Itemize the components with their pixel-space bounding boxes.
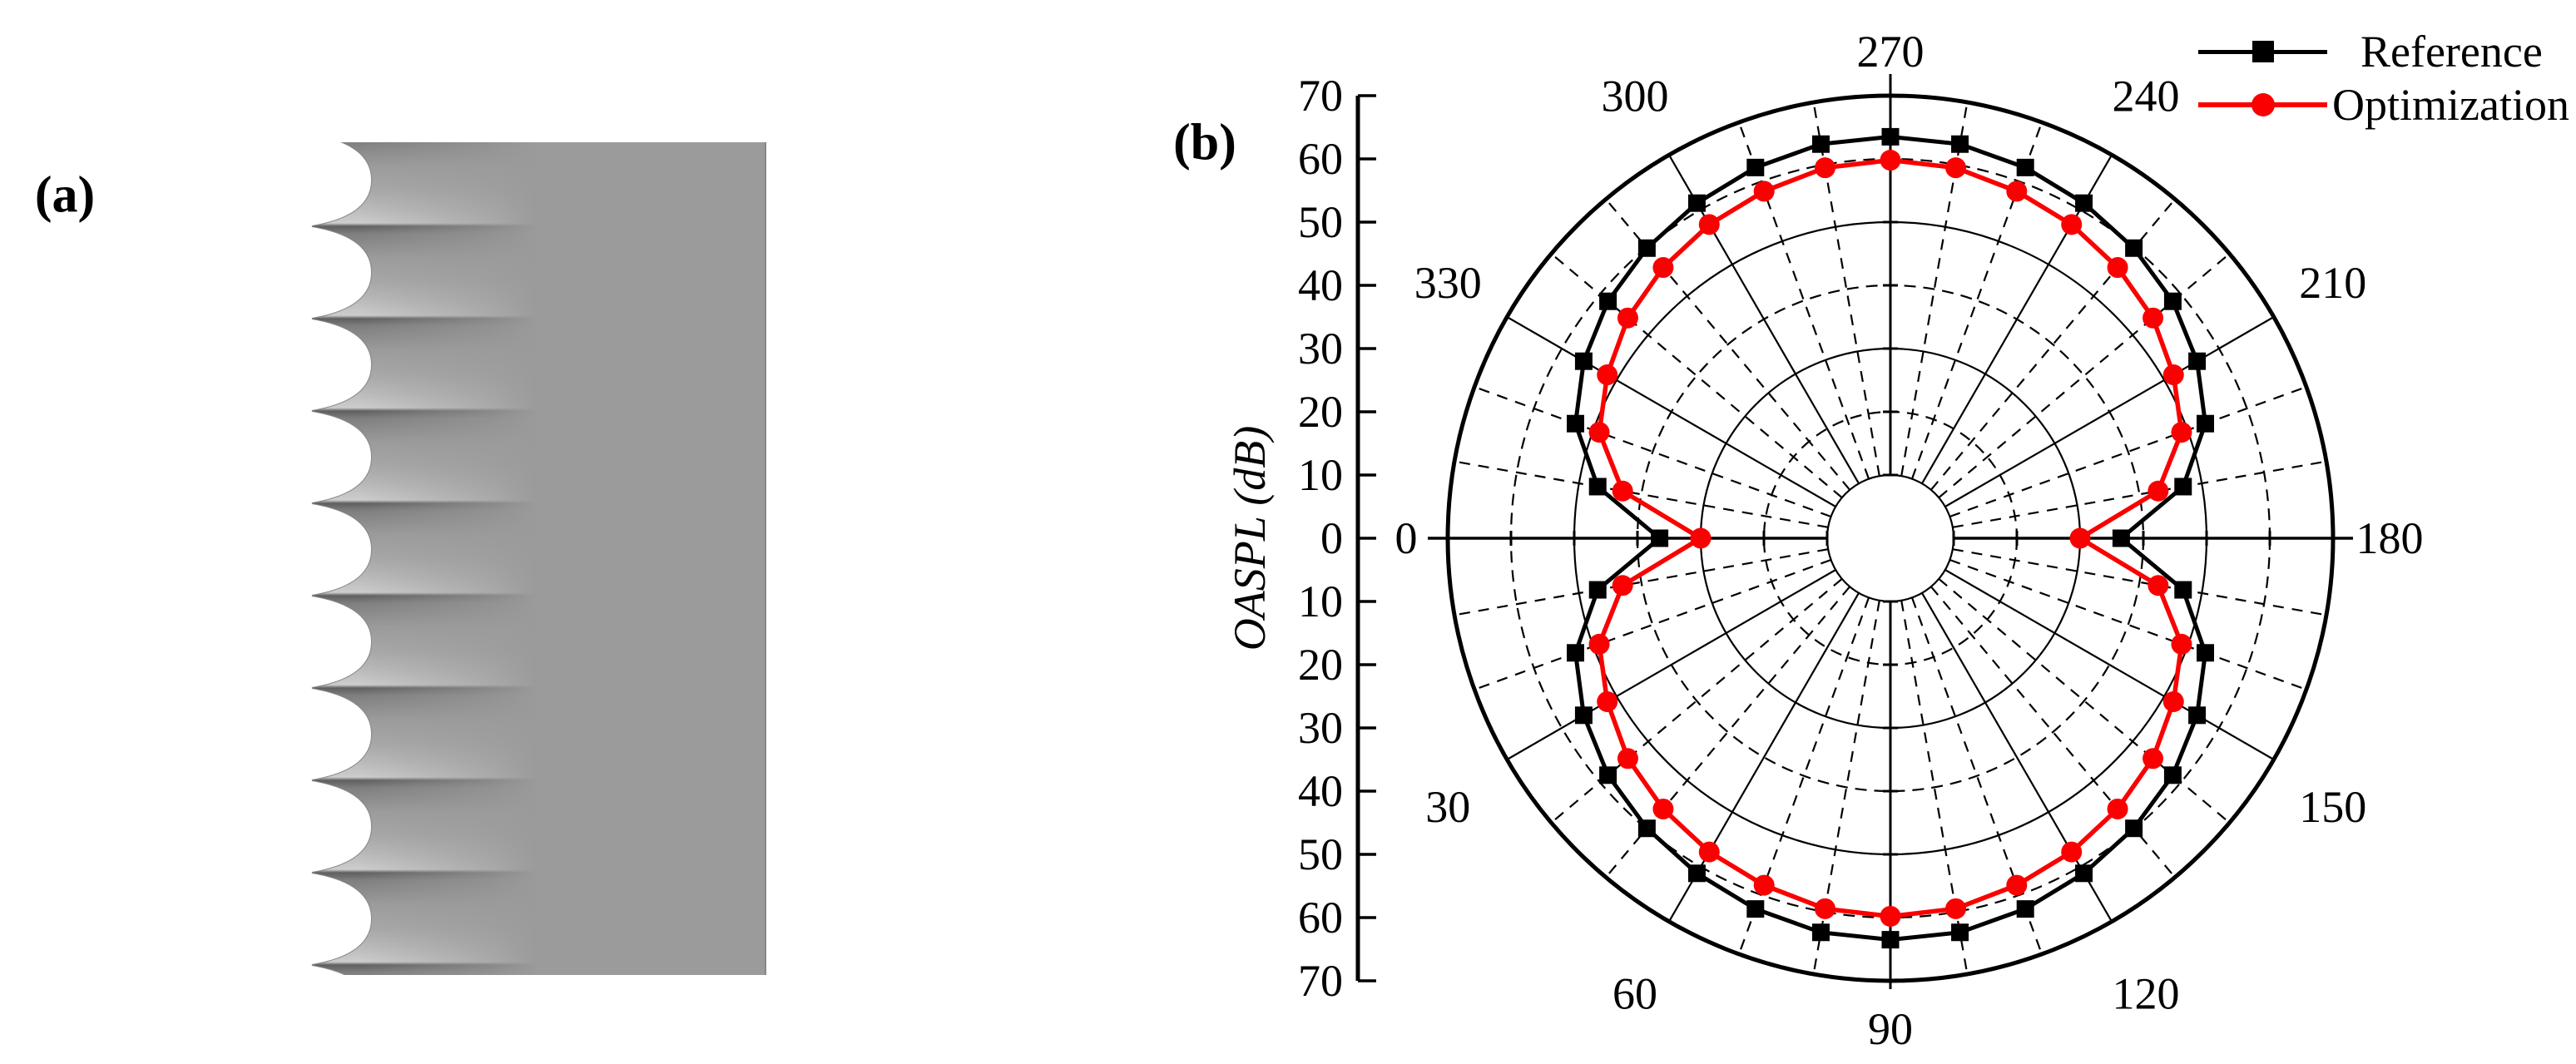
angle-label: 210 — [2299, 258, 2367, 308]
reference-data-point — [2164, 766, 2182, 784]
optimization-data-point — [1617, 308, 1638, 329]
reference-data-point — [2017, 159, 2034, 176]
optimization-data-point — [2006, 875, 2027, 896]
angle-label: 180 — [2356, 513, 2424, 563]
optimization-data-point — [1880, 150, 1901, 171]
optimization-data-point — [1754, 875, 1775, 896]
optimization-data-point — [2171, 634, 2192, 655]
angle-label: 120 — [2112, 968, 2180, 1019]
optimization-data-point — [1652, 257, 1673, 278]
optimization-line-sample — [2198, 92, 2327, 118]
reference-data-point — [2197, 644, 2214, 661]
reference-data-point — [1589, 581, 1607, 599]
radial-tick-label: 50 — [1298, 829, 1343, 879]
optimization-data-point — [2143, 308, 2163, 329]
radial-tick-label: 50 — [1298, 197, 1343, 247]
optimization-data-point — [2147, 575, 2168, 596]
reference-data-point — [1638, 819, 1656, 837]
reference-data-point — [1567, 644, 1584, 661]
optimization-data-point — [1652, 799, 1673, 819]
angle-label: 30 — [1425, 782, 1471, 832]
optimization-data-point — [2163, 691, 2184, 712]
optimization-data-point — [2163, 364, 2184, 385]
reference-data-point — [2188, 706, 2206, 724]
reference-data-point — [2188, 353, 2206, 370]
radial-tick-label: 60 — [1298, 893, 1343, 943]
reference-data-point — [1951, 923, 1969, 941]
optimization-data-point — [2070, 528, 2091, 549]
reference-data-point — [2125, 819, 2143, 837]
angle-label: 90 — [1868, 1004, 1913, 1054]
optimization-data-point — [1612, 575, 1633, 596]
reference-data-point — [1688, 195, 1706, 212]
legend-item-optimization — [2198, 78, 2569, 131]
reference-data-point — [2113, 530, 2130, 547]
radial-tick-label: 70 — [1298, 71, 1343, 121]
optimization-data-point — [2061, 842, 2082, 863]
reference-data-point — [2075, 195, 2093, 212]
reference-data-point — [1575, 706, 1593, 724]
optimization-data-point — [2143, 748, 2163, 769]
optimization-circle-marker-icon — [2252, 93, 2275, 116]
angle-label: 270 — [1856, 27, 1925, 77]
reference-data-point — [2075, 864, 2093, 882]
optimization-data-point — [2061, 214, 2082, 235]
reference-data-point — [1599, 766, 1617, 784]
reference-data-point — [1812, 923, 1830, 941]
radial-axis-title: OASPL (dB) — [1225, 425, 1275, 651]
optimization-data-point — [1612, 481, 1633, 502]
angle-label: 240 — [2112, 71, 2180, 121]
radial-axis — [1298, 71, 1376, 1006]
reference-data-point — [1575, 353, 1593, 370]
optimization-data-point — [1699, 214, 1720, 235]
panel-b-label: (b) — [1173, 114, 1236, 171]
reference-data-point — [1567, 415, 1584, 433]
reference-data-point — [2017, 900, 2034, 918]
reference-data-point — [1882, 128, 1900, 146]
reference-data-point — [1951, 136, 1969, 153]
radial-tick-label: 60 — [1298, 134, 1343, 184]
reference-data-point — [2174, 478, 2192, 495]
radial-tick-label: 40 — [1298, 260, 1343, 310]
reference-data-point — [1812, 136, 1830, 153]
reference-data-point — [1746, 159, 1764, 176]
reference-data-point — [1638, 240, 1656, 257]
optimization-data-point — [1589, 422, 1610, 443]
radial-tick-label: 30 — [1298, 324, 1343, 374]
reference-data-point — [1882, 931, 1900, 948]
panel-a-label: (a) — [34, 166, 96, 224]
legend-label-reference: Reference — [2361, 27, 2543, 77]
legend-item-reference — [2198, 25, 2569, 78]
optimization-data-point — [1691, 528, 1712, 549]
optimization-data-point — [1815, 157, 1835, 178]
reference-data-point — [1599, 293, 1617, 310]
optimization-data-point — [1880, 906, 1901, 927]
radial-tick-label: 20 — [1298, 387, 1343, 437]
radial-tick-label: 0 — [1320, 513, 1343, 563]
legend-label-optimization: Optimization — [2332, 80, 2569, 130]
reference-data-point — [1688, 864, 1706, 882]
angle-label: 60 — [1612, 968, 1657, 1019]
angle-label: 150 — [2299, 782, 2367, 832]
optimization-data-point — [1754, 181, 1775, 201]
optimization-data-point — [2171, 422, 2192, 443]
reference-data-point — [1746, 900, 1764, 918]
radial-tick-label: 10 — [1298, 450, 1343, 500]
optimization-data-point — [1815, 898, 1835, 919]
angle-label: 0 — [1395, 513, 1418, 563]
reference-data-point — [2197, 415, 2214, 433]
radial-tick-label: 30 — [1298, 703, 1343, 753]
legend — [2198, 25, 2569, 131]
optimization-data-point — [1597, 364, 1617, 385]
optimization-data-point — [2006, 181, 2027, 201]
optimization-data-point — [2108, 257, 2128, 278]
optimization-data-point — [1945, 898, 1966, 919]
radial-tick-label: 20 — [1298, 640, 1343, 690]
reference-square-marker-icon — [2252, 41, 2274, 62]
reference-line-sample — [2198, 38, 2327, 65]
reference-data-point — [1651, 530, 1668, 547]
reference-data-point — [1589, 478, 1607, 495]
optimization-data-point — [1699, 842, 1720, 863]
reference-data-point — [2125, 240, 2143, 257]
optimization-data-point — [2108, 799, 2128, 819]
angle-label: 300 — [1601, 71, 1669, 121]
optimization-data-point — [1617, 748, 1638, 769]
reference-data-point — [2164, 293, 2182, 310]
angle-label: 330 — [1414, 258, 1482, 308]
optimization-data-point — [1597, 691, 1617, 712]
radial-tick-label: 10 — [1298, 577, 1343, 626]
optimization-data-point — [1945, 157, 1966, 178]
radial-tick-label: 40 — [1298, 766, 1343, 816]
reference-data-point — [2174, 581, 2192, 599]
optimization-data-point — [2147, 481, 2168, 502]
radial-tick-label: 70 — [1298, 956, 1343, 1006]
optimization-data-point — [1589, 634, 1610, 655]
